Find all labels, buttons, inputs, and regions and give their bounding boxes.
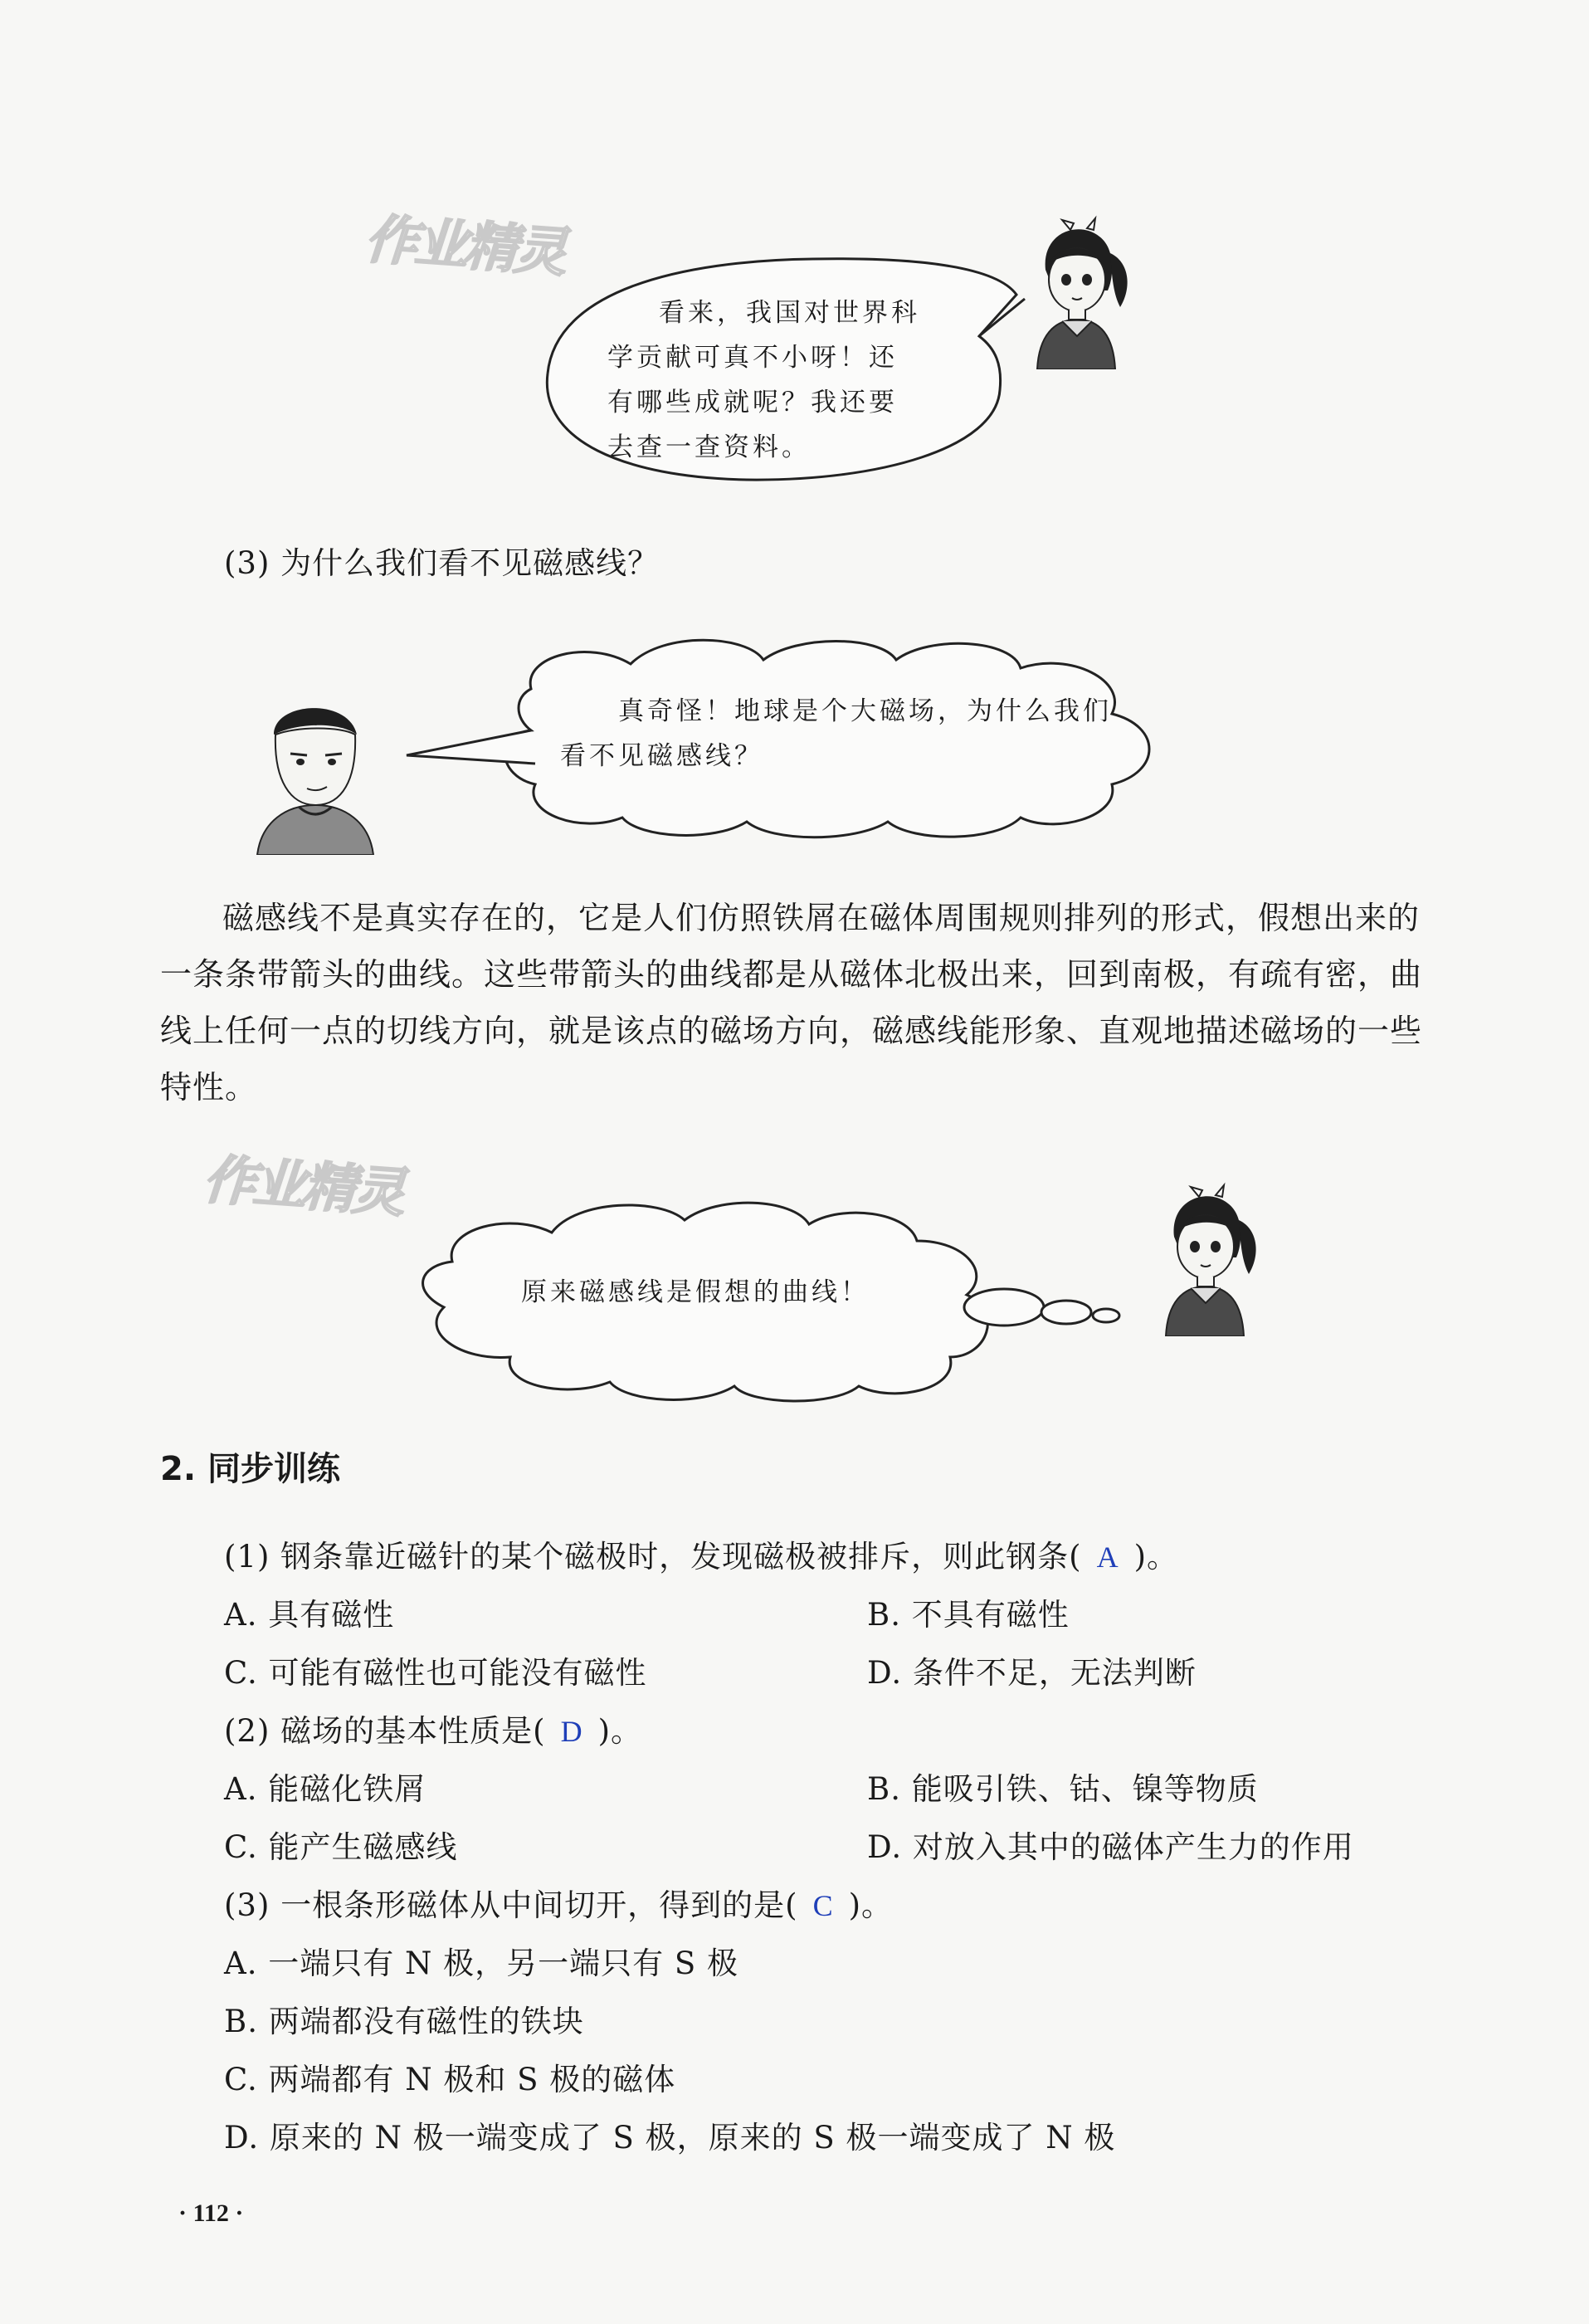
watermark: 作业精灵: [363, 208, 566, 285]
option-d: D. 条件不足，无法判断: [867, 1655, 1197, 1691]
paragraph-line: 一条条带箭头的曲线。这些带箭头的曲线都是从磁体北极出来，回到南极，有疏有密，曲: [160, 956, 1423, 993]
page-number: · 112 ·: [178, 2200, 244, 2227]
option-a: A. 一端只有 N 极，另一端只有 S 极: [224, 1946, 739, 1981]
girl-illustration: [1021, 212, 1137, 369]
bubble1-line: 去查一查资料。: [607, 432, 811, 462]
question-stem-text: (3) 一根条形磁体从中间切开，得到的是(: [224, 1887, 798, 1923]
watermark: 作业精灵: [201, 1149, 404, 1225]
paragraph-line: 线上任何一点的切线方向，就是该点的磁场方向，磁感线能形象、直观地描述磁场的一些: [160, 1013, 1423, 1049]
boy-illustration: [249, 689, 382, 855]
bubble3-text: 原来磁感线是假想的曲线！: [521, 1277, 870, 1307]
option-a: A. 具有磁性: [224, 1597, 395, 1633]
question-stem-end: )。: [848, 1887, 894, 1923]
bubble1-line: 学贡献可真不小呀！还: [607, 343, 898, 373]
girl-illustration: [1149, 1179, 1265, 1336]
question-stem-text: (2) 磁场的基本性质是(: [224, 1713, 546, 1749]
bubble1-line: 看来，我国对世界科: [659, 298, 920, 328]
option-d: D. 对放入其中的磁体产生力的作用: [867, 1829, 1354, 1865]
handwritten-answer: D: [560, 1715, 583, 1748]
bubble1-line: 有哪些成就呢？我还要: [607, 388, 898, 417]
section-title: 2. 同步训练: [160, 1450, 340, 1488]
question-stem: [224, 1880, 893, 1925]
paragraph-line: 特性。: [160, 1069, 258, 1106]
handwritten-answer: A: [1096, 1540, 1119, 1574]
question-stem: [224, 1531, 1178, 1576]
option-c: C. 可能有磁性也可能没有磁性: [224, 1655, 647, 1691]
bubble2-line: 看不见磁感线？: [560, 741, 763, 771]
question-stem: [224, 1706, 642, 1750]
option-b: B. 两端都没有磁性的铁块: [224, 2004, 584, 2039]
question-stem-end: )。: [597, 1713, 643, 1749]
option-b: B. 能吸引铁、钴、镍等物质: [867, 1771, 1259, 1807]
option-d: D. 原来的 N 极一端变成了 S 极，原来的 S 极一端变成了 N 极: [224, 2120, 1116, 2156]
handwritten-answer: C: [812, 1889, 834, 1922]
bubble1-text: [607, 290, 972, 335]
option-c: C. 能产生磁感线: [224, 1829, 458, 1865]
question3-intro: (3) 为什么我们看不见磁感线？: [224, 545, 660, 581]
cloud-speech-bubble: [398, 631, 1203, 847]
bubble2-line: 真奇怪！地球是个大磁场，为什么我们: [618, 696, 1112, 726]
question-stem-text: (1) 钢条靠近磁针的某个磁极时，发现磁极被排斥，则此钢条(: [224, 1539, 1082, 1575]
option-c: C. 两端都有 N 极和 S 极的磁体: [224, 2062, 676, 2097]
option-a: A. 能磁化铁屑: [224, 1771, 426, 1807]
option-b: B. 不具有磁性: [867, 1597, 1070, 1633]
paragraph-line: 磁感线不是真实存在的，它是人们仿照铁屑在磁体周围规则排列的形式，假想出来的: [222, 900, 1421, 936]
question-stem-end: )。: [1133, 1539, 1179, 1575]
